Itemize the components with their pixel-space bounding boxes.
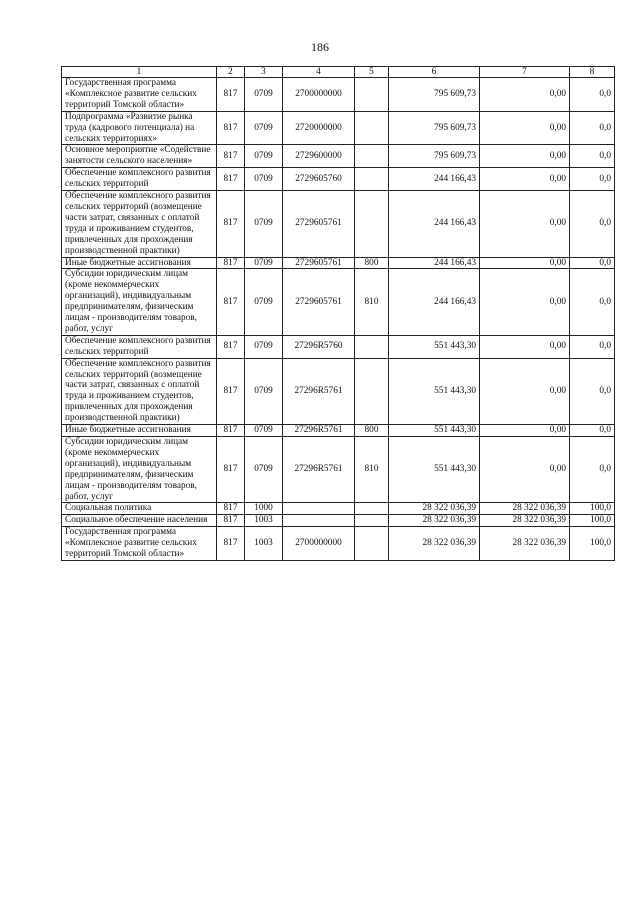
admin-code-cell: 817: [217, 503, 245, 515]
row-name-cell: Социальная политика: [62, 503, 217, 515]
table-row: [62, 425, 615, 437]
target-article-cell: [283, 515, 355, 527]
target-article-cell: 2720000000: [283, 111, 355, 145]
execution-percent-cell: 0,0: [570, 111, 615, 145]
admin-code-cell: 817: [217, 168, 245, 191]
table-row: [62, 358, 615, 424]
execution-percent-cell: 0,0: [570, 425, 615, 437]
target-article-cell: 27296R5761: [283, 358, 355, 424]
planned-amount-cell: 551 443,30: [389, 335, 480, 358]
target-article-cell: 2729605761: [283, 191, 355, 257]
executed-amount-cell: 0,00: [480, 111, 570, 145]
section-code-cell: 0709: [245, 358, 283, 424]
column-header: 7: [480, 67, 570, 78]
table-row: [62, 168, 615, 191]
executed-amount-cell: 0,00: [480, 191, 570, 257]
row-name-cell: Обеспечение комплексного развития сельских территорий (возмещение части затрат, связанных с оплатой труда и проживанием студентов, привлеченных для прохождения производственной практики): [62, 358, 217, 424]
admin-code-cell: 817: [217, 335, 245, 358]
expense-type-cell: 810: [355, 437, 389, 503]
column-header: 3: [245, 67, 283, 78]
row-name-cell: Иные бюджетные ассигнования: [62, 425, 217, 437]
row-name-cell: Подпрограмма «Развитие рынка труда (кадрового потенциала) на сельских территориях»: [62, 111, 217, 145]
column-header: 5: [355, 67, 389, 78]
planned-amount-cell: 244 166,43: [389, 269, 480, 335]
table-row: [62, 335, 615, 358]
section-code-cell: 0709: [245, 168, 283, 191]
expense-type-cell: [355, 527, 389, 561]
row-name-cell: Иные бюджетные ассигнования: [62, 257, 217, 269]
executed-amount-cell: 0,00: [480, 257, 570, 269]
executed-amount-cell: 0,00: [480, 425, 570, 437]
target-article-cell: [283, 503, 355, 515]
table-row: [62, 191, 615, 257]
header-row: [62, 67, 615, 78]
planned-amount-cell: 551 443,30: [389, 425, 480, 437]
admin-code-cell: 817: [217, 358, 245, 424]
section-code-cell: 0709: [245, 111, 283, 145]
target-article-cell: 27296R5761: [283, 437, 355, 503]
table-row: [62, 515, 615, 527]
expense-type-cell: [355, 168, 389, 191]
target-article-cell: 2729605760: [283, 168, 355, 191]
execution-percent-cell: 0,0: [570, 269, 615, 335]
executed-amount-cell: 0,00: [480, 78, 570, 112]
expense-type-cell: 800: [355, 257, 389, 269]
execution-percent-cell: 0,0: [570, 358, 615, 424]
admin-code-cell: 817: [217, 191, 245, 257]
section-code-cell: 0709: [245, 257, 283, 269]
executed-amount-cell: 0,00: [480, 168, 570, 191]
column-header: 1: [62, 67, 217, 78]
execution-percent-cell: 0,0: [570, 78, 615, 112]
column-header: 8: [570, 67, 615, 78]
row-name-cell: Основное мероприятие «Содействие занятости сельского населения»: [62, 145, 217, 168]
table-row: [62, 78, 615, 112]
expense-type-cell: 810: [355, 269, 389, 335]
table-row: [62, 257, 615, 269]
executed-amount-cell: 28 322 036,39: [480, 515, 570, 527]
planned-amount-cell: 28 322 036,39: [389, 515, 480, 527]
admin-code-cell: 817: [217, 111, 245, 145]
row-name-cell: Социальное обеспечение населения: [62, 515, 217, 527]
column-header: 6: [389, 67, 480, 78]
expense-type-cell: [355, 503, 389, 515]
admin-code-cell: 817: [217, 527, 245, 561]
execution-percent-cell: 0,0: [570, 191, 615, 257]
section-code-cell: 0709: [245, 269, 283, 335]
executed-amount-cell: 0,00: [480, 269, 570, 335]
execution-percent-cell: 0,0: [570, 335, 615, 358]
target-article-cell: 27296R5761: [283, 425, 355, 437]
section-code-cell: 0709: [245, 425, 283, 437]
expense-type-cell: 800: [355, 425, 389, 437]
execution-percent-cell: 0,0: [570, 437, 615, 503]
executed-amount-cell: 0,00: [480, 358, 570, 424]
column-header: 2: [217, 67, 245, 78]
section-code-cell: 0709: [245, 145, 283, 168]
executed-amount-cell: 28 322 036,39: [480, 503, 570, 515]
admin-code-cell: 817: [217, 425, 245, 437]
execution-percent-cell: 100,0: [570, 503, 615, 515]
execution-percent-cell: 0,0: [570, 145, 615, 168]
column-header: 4: [283, 67, 355, 78]
row-name-cell: Государственная программа «Комплексное развитие сельских территорий Томской области»: [62, 527, 217, 561]
admin-code-cell: 817: [217, 269, 245, 335]
row-name-cell: Обеспечение комплексного развития сельских территорий: [62, 335, 217, 358]
target-article-cell: 2729605761: [283, 257, 355, 269]
planned-amount-cell: 28 322 036,39: [389, 527, 480, 561]
executed-amount-cell: 28 322 036,39: [480, 527, 570, 561]
row-name-cell: Субсидии юридическим лицам (кроме некоммерческих организаций), индивидуальным предпринимателям, физическим лицам - производителям товаров, работ, услуг: [62, 269, 217, 335]
target-article-cell: 2700000000: [283, 78, 355, 112]
target-article-cell: 2729600000: [283, 145, 355, 168]
executed-amount-cell: 0,00: [480, 145, 570, 168]
expense-type-cell: [355, 335, 389, 358]
section-code-cell: 0709: [245, 335, 283, 358]
planned-amount-cell: 551 443,30: [389, 437, 480, 503]
expense-type-cell: [355, 111, 389, 145]
section-code-cell: 1000: [245, 503, 283, 515]
table-row: [62, 437, 615, 503]
section-code-cell: 1003: [245, 527, 283, 561]
planned-amount-cell: 244 166,43: [389, 191, 480, 257]
planned-amount-cell: 795 609,73: [389, 145, 480, 168]
admin-code-cell: 817: [217, 437, 245, 503]
target-article-cell: 27296R5760: [283, 335, 355, 358]
section-code-cell: 0709: [245, 78, 283, 112]
executed-amount-cell: 0,00: [480, 437, 570, 503]
budget-table: [61, 66, 615, 561]
section-code-cell: 0709: [245, 191, 283, 257]
admin-code-cell: 817: [217, 145, 245, 168]
table-row: [62, 269, 615, 335]
row-name-cell: Обеспечение комплексного развития сельских территорий: [62, 168, 217, 191]
table-row: [62, 111, 615, 145]
section-code-cell: 0709: [245, 437, 283, 503]
expense-type-cell: [355, 191, 389, 257]
expense-type-cell: [355, 358, 389, 424]
target-article-cell: 2700000000: [283, 527, 355, 561]
execution-percent-cell: 100,0: [570, 527, 615, 561]
planned-amount-cell: 795 609,73: [389, 78, 480, 112]
planned-amount-cell: 244 166,43: [389, 257, 480, 269]
page-number: 186: [311, 40, 329, 54]
expense-type-cell: [355, 145, 389, 168]
admin-code-cell: 817: [217, 257, 245, 269]
admin-code-cell: 817: [217, 515, 245, 527]
row-name-cell: Обеспечение комплексного развития сельских территорий (возмещение части затрат, связанных с оплатой труда и проживанием студентов, привлеченных для прохождения производственной практики): [62, 191, 217, 257]
planned-amount-cell: 244 166,43: [389, 168, 480, 191]
planned-amount-cell: 28 322 036,39: [389, 503, 480, 515]
execution-percent-cell: 0,0: [570, 257, 615, 269]
planned-amount-cell: 795 609,73: [389, 111, 480, 145]
target-article-cell: 2729605761: [283, 269, 355, 335]
execution-percent-cell: 100,0: [570, 515, 615, 527]
admin-code-cell: 817: [217, 78, 245, 112]
planned-amount-cell: 551 443,30: [389, 358, 480, 424]
expense-type-cell: [355, 78, 389, 112]
table-row: [62, 145, 615, 168]
section-code-cell: 1003: [245, 515, 283, 527]
executed-amount-cell: 0,00: [480, 335, 570, 358]
row-name-cell: Государственная программа «Комплексное развитие сельских территорий Томской области»: [62, 78, 217, 112]
row-name-cell: Субсидии юридическим лицам (кроме некоммерческих организаций), индивидуальным предпринимателям, физическим лицам - производителям товаров, работ, услуг: [62, 437, 217, 503]
table-row: [62, 503, 615, 515]
table-row: [62, 527, 615, 561]
expense-type-cell: [355, 515, 389, 527]
execution-percent-cell: 0,0: [570, 168, 615, 191]
